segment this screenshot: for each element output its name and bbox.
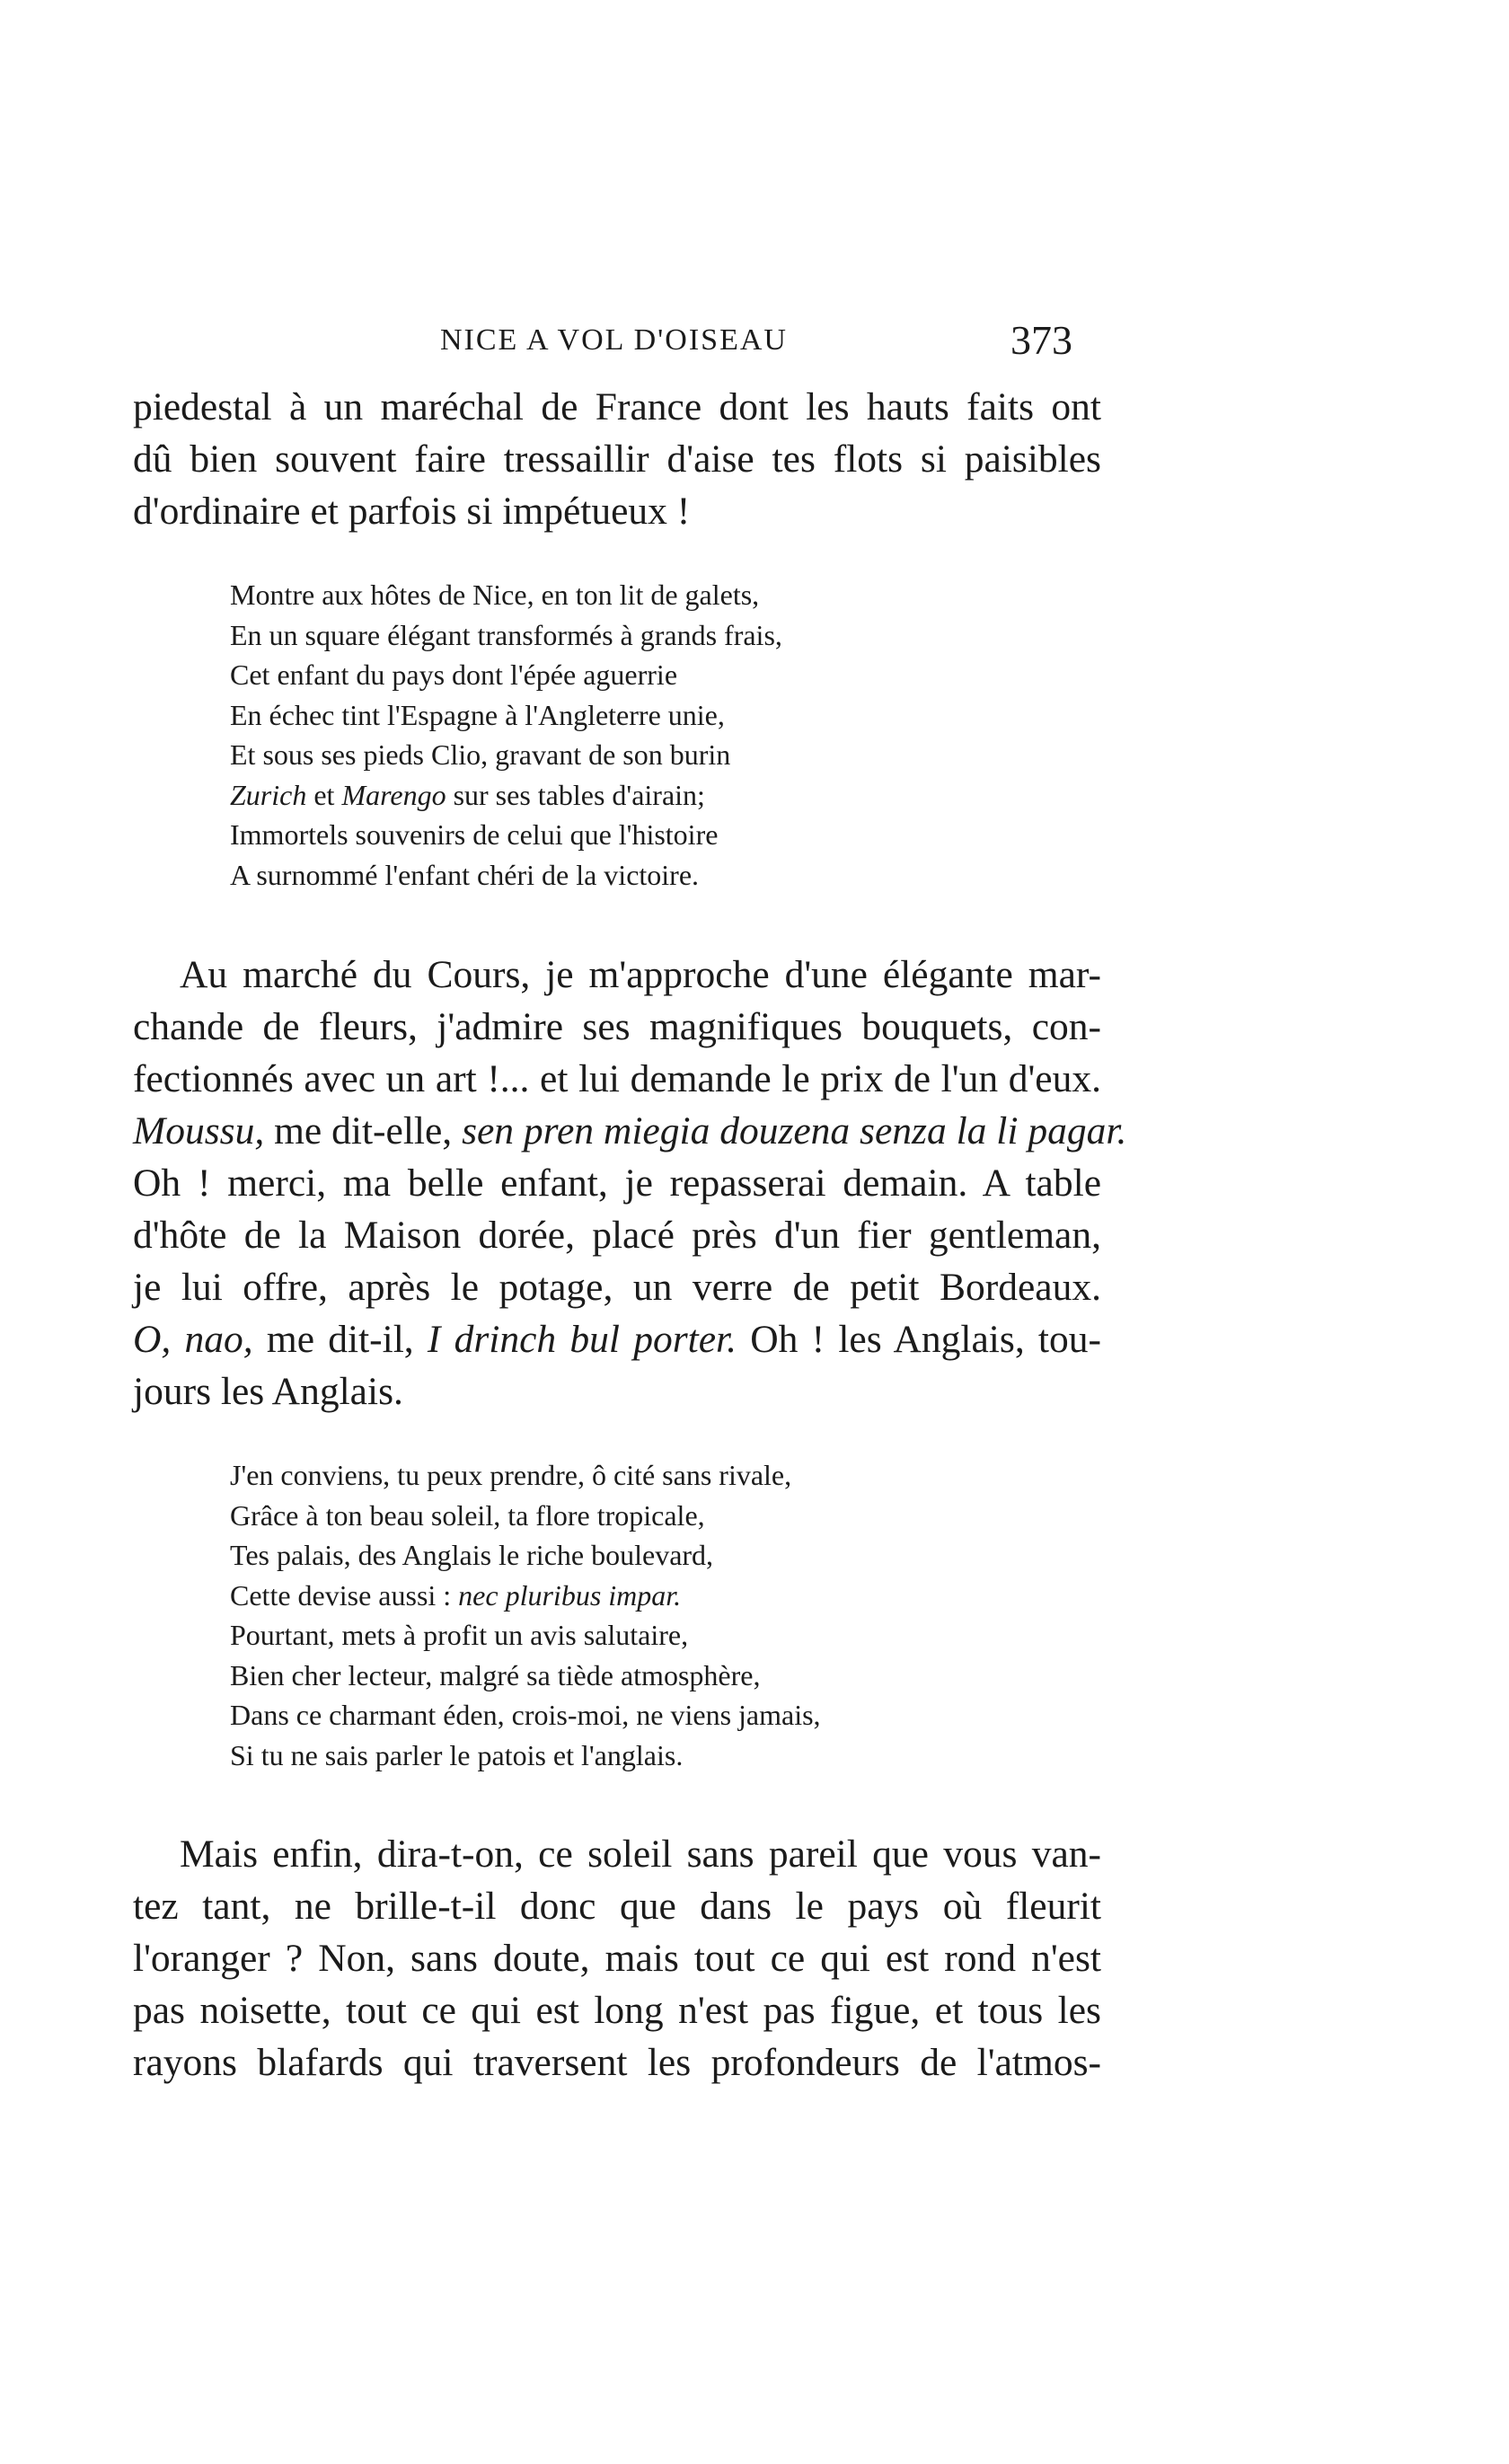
italic-text: I drinch bul porter. xyxy=(427,1318,737,1361)
verse-italic: Zurich xyxy=(230,778,307,811)
page-number: 373 xyxy=(1010,317,1072,363)
paragraph-line: jours les Anglais. xyxy=(133,1370,403,1413)
italic-text: O, nao, xyxy=(133,1318,253,1361)
verse-text: Cette devise aussi : xyxy=(230,1578,459,1612)
paragraph-2 xyxy=(133,949,1127,1417)
paragraph-line: l'oranger ? Non, sans doute, mais tout ce qui est rond n'est xyxy=(133,1937,1101,1980)
verse-italic: Marengo xyxy=(341,778,446,811)
paragraph-line: d'hôte de la Maison dorée, placé près d'un fier gentleman, xyxy=(133,1214,1101,1257)
verse-line: Dans ce charmant éden, crois-moi, ne viens jamais, xyxy=(230,1699,821,1731)
verse-line: Cet enfant du pays dont l'épée aguerrie xyxy=(230,658,678,691)
verse-2 xyxy=(230,1455,821,1775)
paragraph-line: Oh ! merci, ma belle enfant, je repasserai demain. A table xyxy=(133,1161,1101,1205)
verse-line xyxy=(230,775,782,816)
verse-line: En échec tint l'Espagne à l'Angleterre unie, xyxy=(230,698,725,731)
paragraph-3 xyxy=(133,1828,1101,2089)
verse-italic: nec pluribus impar. xyxy=(458,1578,682,1612)
verse-line: A surnommé l'enfant chéri de la victoire. xyxy=(230,858,700,891)
verse-text: et xyxy=(306,778,342,811)
verse-line: Pourtant, mets à profit un avis salutaire, xyxy=(230,1619,689,1651)
verse-line xyxy=(230,1576,821,1616)
paragraph-line: dû bien souvent faire tressaillir d'aise tes flots si paisibles xyxy=(133,437,1101,481)
verse-line: Montre aux hôtes de Nice, en ton lit de galets, xyxy=(230,578,760,611)
paragraph-line: je lui offre, après le potage, un verre de petit Bordeaux. xyxy=(133,1266,1101,1309)
plain-text: me dit-il, xyxy=(252,1318,428,1361)
paragraph-line: chande de fleurs, j'admire ses magnifiques bouquets, con- xyxy=(133,1005,1101,1048)
verse-line: Tes palais, des Anglais le riche boulevard, xyxy=(230,1539,714,1571)
plain-text: me dit-elle, xyxy=(264,1109,463,1153)
verse-line: Et sous ses pieds Clio, gravant de son burin xyxy=(230,738,731,771)
verse-line: J'en conviens, tu peux prendre, ô cité sans rivale, xyxy=(230,1459,792,1491)
paragraph-line: fectionnés avec un art !... et lui demande le prix de l'un d'eux. xyxy=(133,1057,1101,1100)
paragraph-line xyxy=(133,1105,1127,1157)
italic-text: Moussu, xyxy=(133,1109,265,1153)
paragraph-line: Mais enfin, dira-t-on, ce soleil sans pareil que vous van- xyxy=(180,1833,1101,1876)
paragraph-line: piedestal à un maréchal de France dont les hauts faits ont xyxy=(133,385,1101,428)
verse-line: Bien cher lecteur, malgré sa tiède atmosphère, xyxy=(230,1658,761,1691)
paragraph-line xyxy=(133,1313,1101,1365)
verse-1 xyxy=(230,575,782,895)
paragraph-line: tez tant, ne brille-t-il donc que dans le pays où fleurit xyxy=(133,1885,1101,1928)
paragraph-line: Au marché du Cours, je m'approche d'une élégante mar- xyxy=(180,953,1101,996)
verse-line: Grâce à ton beau soleil, ta flore tropicale, xyxy=(230,1498,705,1532)
plain-text: Oh ! les Anglais, tou- xyxy=(737,1318,1101,1361)
running-title: NICE A VOL D'OISEAU xyxy=(440,323,788,357)
verse-line: Immortels souvenirs de celui que l'histoire xyxy=(230,818,719,851)
paragraph-line: pas noisette, tout ce qui est long n'est pas figue, et tous les xyxy=(133,1989,1101,2032)
paragraph-line: d'ordinaire et parfois si impétueux ! xyxy=(133,490,691,533)
verse-text: sur ses tables d'airain; xyxy=(446,778,705,811)
verse-line: En un square élégant transformés à grands frais, xyxy=(230,618,782,651)
italic-text: sen pren miegia douzena senza la li pagar. xyxy=(462,1109,1127,1153)
paragraph-1 xyxy=(133,381,1101,537)
paragraph-line: rayons blafards qui traversent les profondeurs de l'atmos- xyxy=(133,2041,1101,2084)
verse-line: Si tu ne sais parler le patois et l'anglais. xyxy=(230,1738,684,1771)
